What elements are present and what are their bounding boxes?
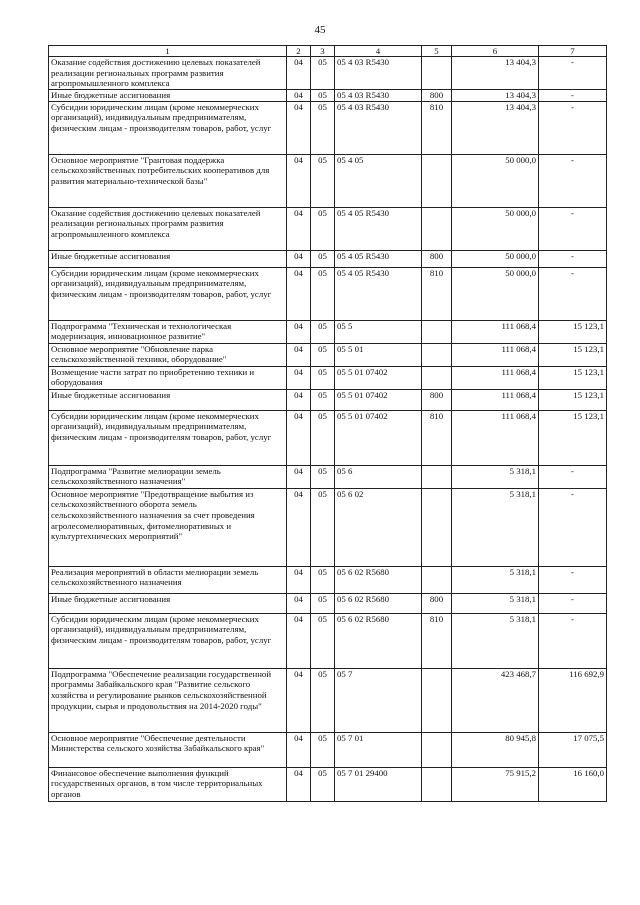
row-csr: 05 6 02 R5680 [335,613,422,668]
row-pr: 05 [311,343,335,366]
table-row [49,101,607,154]
row-vr [422,207,452,250]
row-rz: 04 [287,465,311,488]
row-rz: 04 [287,101,311,154]
row-name: Основное мероприятие "Обновление парка сельскохозяйственной техники, оборудование" [49,343,287,366]
row-pr: 05 [311,250,335,267]
row-rz: 04 [287,366,311,389]
row-pr: 05 [311,767,335,801]
row-csr: 05 5 01 07402 [335,410,422,465]
row-name: Возмещение части затрат по приобретению техники и оборудования [49,366,287,389]
row-rz: 04 [287,343,311,366]
row-pr: 05 [311,57,335,90]
row-rz: 04 [287,767,311,801]
row-vr: 810 [422,613,452,668]
row-sum2: - [539,89,607,101]
row-rz: 04 [287,250,311,267]
row-sum2: - [539,250,607,267]
header-col-6: 6 [452,46,539,57]
row-sum1: 423 468,7 [452,668,539,732]
row-pr: 05 [311,566,335,593]
row-rz: 04 [287,57,311,90]
row-sum2: 15 123,1 [539,366,607,389]
row-rz: 04 [287,593,311,613]
row-sum1: 111 068,4 [452,343,539,366]
table-row [49,89,607,101]
row-vr [422,366,452,389]
row-sum1: 13 404,3 [452,101,539,154]
row-name: Субсидии юридическим лицам (кроме некоммерческих организаций), индивидуальным предпринимателям, физическим лицам - производителям товаров, работ, услуг [49,101,287,154]
row-sum1: 13 404,3 [452,57,539,90]
row-sum2: 15 123,1 [539,343,607,366]
row-csr: 05 4 05 R5430 [335,250,422,267]
row-pr: 05 [311,668,335,732]
row-vr: 800 [422,389,452,410]
row-csr: 05 4 05 [335,154,422,207]
table-row [49,410,607,465]
row-csr: 05 4 05 R5430 [335,267,422,320]
row-pr: 05 [311,389,335,410]
row-pr: 05 [311,465,335,488]
budget-table [48,45,607,802]
row-csr: 05 6 02 R5680 [335,593,422,613]
header-row [49,46,607,57]
row-csr: 05 4 03 R5430 [335,89,422,101]
table-row [49,566,607,593]
row-rz: 04 [287,267,311,320]
row-name: Подпрограмма "Техническая и технологическая модернизация, инновационное развитие" [49,320,287,343]
row-vr [422,465,452,488]
row-vr: 800 [422,89,452,101]
row-csr: 05 6 02 R5680 [335,566,422,593]
table-row [49,343,607,366]
row-csr: 05 5 01 07402 [335,366,422,389]
table-row [49,593,607,613]
row-name: Основное мероприятие "Предотвращение выбытия из сельскохозяйственного оборота земель сельскохозяйственного назначения за счет проведения агролесомелиоративных, фитомелиоративных и культуртехнических мероприятий" [49,488,287,566]
table-row [49,267,607,320]
header-col-5: 5 [422,46,452,57]
row-sum1: 111 068,4 [452,366,539,389]
row-name: Основное мероприятие "Грантовая поддержка сельскохозяйственных потребительских кооперативов для развития материально-технической базы" [49,154,287,207]
row-sum2: - [539,465,607,488]
table-body [49,57,607,802]
header-col-2: 2 [287,46,311,57]
row-vr [422,320,452,343]
row-sum2: - [539,57,607,90]
row-sum1: 111 068,4 [452,410,539,465]
row-csr: 05 5 01 [335,343,422,366]
row-pr: 05 [311,488,335,566]
row-vr: 810 [422,267,452,320]
row-csr: 05 4 03 R5430 [335,57,422,90]
row-name: Оказание содействия достижению целевых показателей реализации региональных программ развития агропромышленного комплекса [49,57,287,90]
row-vr [422,154,452,207]
row-rz: 04 [287,320,311,343]
row-name: Иные бюджетные ассигнования [49,593,287,613]
row-name: Субсидии юридическим лицам (кроме некоммерческих организаций), индивидуальным предпринимателям, физическим лицам - производителям товаров, работ, услуг [49,613,287,668]
row-sum1: 5 318,1 [452,613,539,668]
row-rz: 04 [287,732,311,767]
table-row [49,613,607,668]
row-vr [422,668,452,732]
row-sum2: - [539,101,607,154]
row-rz: 04 [287,89,311,101]
row-vr: 800 [422,593,452,613]
row-sum1: 5 318,1 [452,488,539,566]
table-row [49,366,607,389]
row-pr: 05 [311,320,335,343]
row-name: Иные бюджетные ассигнования [49,389,287,410]
header-col-1: 1 [49,46,287,57]
row-pr: 05 [311,732,335,767]
header-col-4: 4 [335,46,422,57]
row-name: Субсидии юридическим лицам (кроме некоммерческих организаций), индивидуальным предпринимателям, физическим лицам - производителям товаров, работ, услуг [49,410,287,465]
row-name: Оказание содействия достижению целевых показателей реализации региональных программ развития агропромышленного комплекса [49,207,287,250]
row-sum2: 15 123,1 [539,410,607,465]
row-csr: 05 6 02 [335,488,422,566]
row-name: Подпрограмма "Развитие мелиорации земель сельскохозяйственного назначения" [49,465,287,488]
row-sum2: - [539,593,607,613]
row-pr: 05 [311,613,335,668]
row-pr: 05 [311,366,335,389]
row-name: Финансовое обеспечение выполнения функций государственных органов, в том числе территориальных органов [49,767,287,801]
row-rz: 04 [287,207,311,250]
row-name: Основное мероприятие "Обеспечение деятельности Министерства сельского хозяйства Забайкальского края" [49,732,287,767]
row-sum2: - [539,207,607,250]
row-sum2: - [539,154,607,207]
row-sum2: 15 123,1 [539,320,607,343]
row-sum1: 111 068,4 [452,389,539,410]
row-sum1: 5 318,1 [452,465,539,488]
row-pr: 05 [311,593,335,613]
page-number: 45 [314,24,326,36]
row-sum2: - [539,613,607,668]
row-csr: 05 5 [335,320,422,343]
row-name: Иные бюджетные ассигнования [49,250,287,267]
row-vr: 810 [422,410,452,465]
row-csr: 05 7 [335,668,422,732]
row-rz: 04 [287,389,311,410]
row-rz: 04 [287,613,311,668]
row-sum1: 80 945,8 [452,732,539,767]
row-vr: 810 [422,101,452,154]
table-row [49,668,607,732]
row-rz: 04 [287,668,311,732]
table-row [49,207,607,250]
table-row [49,732,607,767]
table-header [49,46,607,57]
row-rz: 04 [287,410,311,465]
row-pr: 05 [311,410,335,465]
row-csr: 05 4 05 R5430 [335,207,422,250]
row-vr [422,767,452,801]
row-sum1: 5 318,1 [452,566,539,593]
row-name: Реализация мероприятий в области мелиорации земель сельскохозяйственного назначения [49,566,287,593]
table-row [49,154,607,207]
row-vr: 800 [422,250,452,267]
table-row [49,57,607,90]
row-name: Субсидии юридическим лицам (кроме некоммерческих организаций), индивидуальным предпринимателям, физическим лицам - производителям товаров, работ, услуг [49,267,287,320]
header-col-3: 3 [311,46,335,57]
row-sum1: 50 000,0 [452,267,539,320]
row-csr: 05 5 01 07402 [335,389,422,410]
row-sum1: 50 000,0 [452,154,539,207]
table-row [49,465,607,488]
row-csr: 05 7 01 29400 [335,767,422,801]
row-name: Подпрограмма "Обеспечение реализации государственной программы Забайкальского края "Развитие сельского хозяйства и регулирование рынков сельскохозяйственной продукции, сырья и продовольствия на 2014-2020 годы" [49,668,287,732]
row-vr [422,343,452,366]
row-csr: 05 7 01 [335,732,422,767]
row-sum2: - [539,267,607,320]
row-csr: 05 4 03 R5430 [335,101,422,154]
table-row [49,389,607,410]
row-sum1: 5 318,1 [452,593,539,613]
row-pr: 05 [311,207,335,250]
row-pr: 05 [311,89,335,101]
row-sum1: 13 404,3 [452,89,539,101]
row-sum1: 111 068,4 [452,320,539,343]
table-row [49,320,607,343]
table-row [49,488,607,566]
row-vr [422,488,452,566]
row-sum1: 50 000,0 [452,250,539,267]
row-name: Иные бюджетные ассигнования [49,89,287,101]
row-sum2: 15 123,1 [539,389,607,410]
row-pr: 05 [311,154,335,207]
row-pr: 05 [311,267,335,320]
row-sum2: 17 075,5 [539,732,607,767]
row-vr [422,732,452,767]
row-vr [422,566,452,593]
row-csr: 05 6 [335,465,422,488]
row-rz: 04 [287,488,311,566]
row-pr: 05 [311,101,335,154]
row-sum2: - [539,566,607,593]
header-col-7: 7 [539,46,607,57]
row-rz: 04 [287,566,311,593]
row-vr [422,57,452,90]
row-sum2: - [539,488,607,566]
row-rz: 04 [287,154,311,207]
row-sum1: 75 915,2 [452,767,539,801]
table-row [49,250,607,267]
row-sum2: 116 692,9 [539,668,607,732]
table-row [49,767,607,801]
row-sum2: 16 160,0 [539,767,607,801]
row-sum1: 50 000,0 [452,207,539,250]
